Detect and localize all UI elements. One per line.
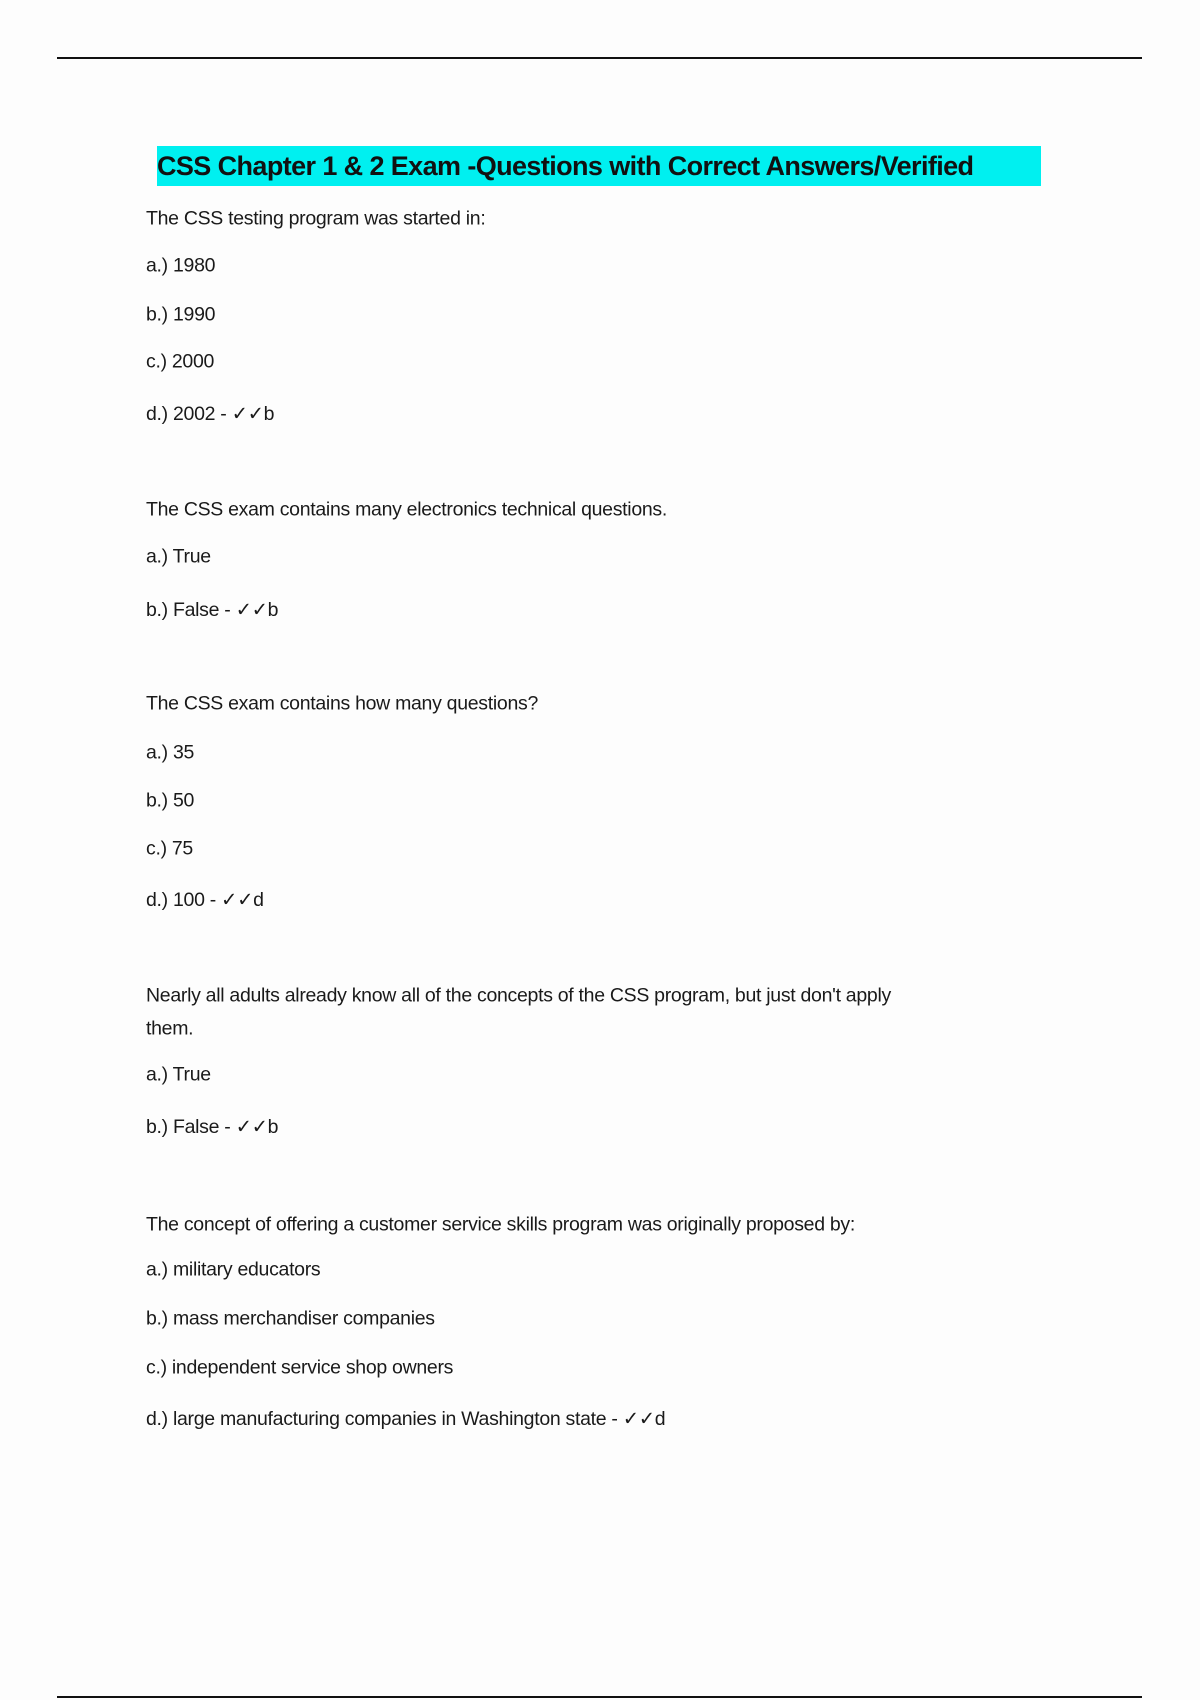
question-4-continued: them.: [146, 1017, 194, 1040]
question-3: The CSS exam contains how many questions?: [146, 692, 538, 715]
option: c.) 75: [146, 837, 193, 860]
question-1: The CSS testing program was started in:: [146, 207, 486, 230]
option: a.) military educators: [146, 1258, 321, 1281]
option-answer: b.) False - ✓✓b: [146, 599, 279, 621]
option: a.) 1980: [146, 254, 216, 277]
option: c.) 2000: [146, 350, 215, 373]
question-5: The concept of offering a customer service skills program was originally proposed by:: [146, 1213, 855, 1236]
bottom-rule: [57, 1696, 1142, 1698]
option: b.) 50: [146, 789, 195, 812]
option-answer: d.) 100 - ✓✓d: [146, 889, 264, 911]
option: c.) independent service shop owners: [146, 1356, 454, 1379]
option: a.) 35: [146, 741, 195, 764]
option-answer: b.) False - ✓✓b: [146, 1116, 279, 1138]
document-title: CSS Chapter 1 & 2 Exam -Questions with Correct Answers/Verified: [157, 146, 1041, 186]
option-answer: d.) large manufacturing companies in Washington state - ✓✓d: [146, 1408, 666, 1430]
option: a.) True: [146, 545, 211, 568]
top-rule: [57, 57, 1142, 59]
option: a.) True: [146, 1063, 211, 1086]
question-4: Nearly all adults already know all of the concepts of the CSS program, but just don't apply: [146, 984, 891, 1007]
option-answer: d.) 2002 - ✓✓b: [146, 403, 275, 425]
question-2: The CSS exam contains many electronics technical questions.: [146, 498, 667, 521]
option: b.) mass merchandiser companies: [146, 1307, 435, 1330]
option: b.) 1990: [146, 303, 216, 326]
